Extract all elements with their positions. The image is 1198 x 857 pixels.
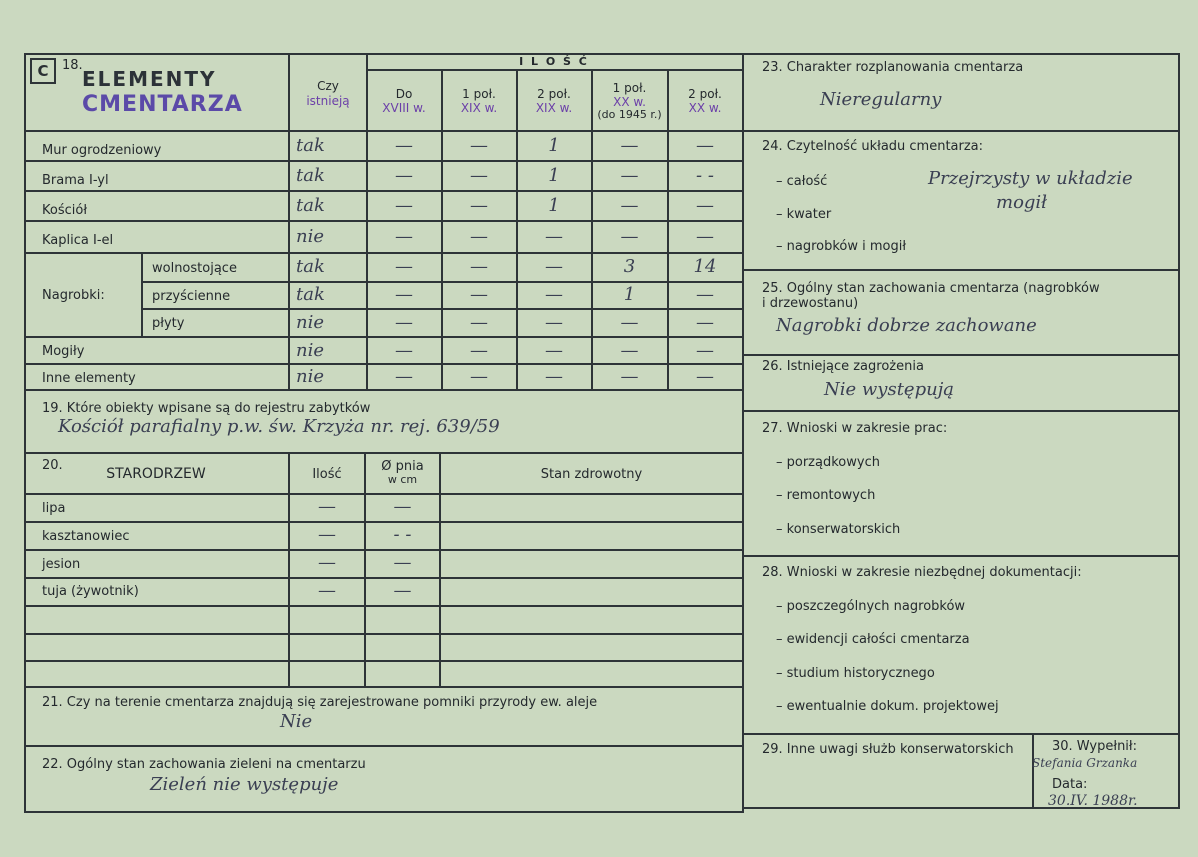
s28-item: – ewentualnie dokum. projektowej: [776, 699, 999, 714]
s24-item: – kwater: [776, 207, 832, 222]
tree-row-line: [24, 605, 742, 607]
row-czy: nie: [296, 312, 325, 333]
row-czy: nie: [296, 226, 325, 247]
s20-bottom: [24, 686, 742, 688]
tree-row-line: [24, 577, 742, 579]
frame-bottom-left: [24, 811, 744, 813]
s29-s30-divider: [1032, 733, 1034, 809]
s20-col-stan: Stan zdrowotny: [540, 467, 643, 482]
period-col-3-l2: XIX w.: [535, 101, 573, 115]
s20-col-ilosc: Ilość: [312, 467, 342, 482]
czy-header-l1: Czy: [317, 79, 339, 93]
tree-ilosc: —: [318, 496, 336, 517]
row-val: —: [620, 366, 639, 387]
s27-item: – remontowych: [776, 488, 876, 503]
tree-name: lipa: [42, 501, 66, 516]
s27-bottom: [742, 555, 1180, 557]
row-val: —: [395, 165, 413, 186]
s20-col-pnia-l2: w cm: [387, 473, 418, 486]
row-line: [24, 336, 742, 338]
tree-row-line: [24, 660, 742, 662]
row-czy: tak: [296, 135, 325, 156]
s19-bottom: [24, 452, 742, 454]
period-col-3-l1: 2 poł.: [537, 87, 571, 101]
s25-bottom: [742, 354, 1180, 356]
period-col-1-l2: XVIII w.: [382, 101, 426, 115]
nagrobki-label: Nagrobki:: [42, 288, 105, 303]
row-line: [24, 190, 742, 192]
row-val: —: [395, 366, 413, 387]
row-val: —: [470, 366, 488, 387]
tree-name: tuja (żywotnik): [42, 584, 139, 599]
row-line: [24, 252, 742, 254]
row-label: Mogiły: [42, 344, 85, 359]
frame-right: [1178, 53, 1180, 809]
s18-title-line1: ELEMENTY: [82, 67, 217, 91]
s28-bottom: [742, 733, 1180, 735]
row-line: [24, 363, 742, 365]
ilosc-header: I L O Ś Ć: [519, 55, 589, 68]
tree-pnia: —: [393, 580, 412, 601]
row-val: 1: [548, 135, 560, 156]
row-label: Mur ogrodzeniowy: [42, 143, 162, 158]
row-label: płyty: [152, 316, 185, 331]
tree-name: jesion: [42, 557, 81, 572]
row-label: wolnostojące: [152, 261, 237, 276]
s21-bottom: [24, 745, 742, 747]
row-val: —: [470, 135, 488, 156]
s24-bottom: [742, 269, 1180, 271]
period-col-2: [442, 87, 516, 115]
row-val: —: [470, 195, 488, 216]
form-grid: [24, 53, 1180, 813]
period-col-2-l2: XIX w.: [460, 101, 498, 115]
row-val: —: [620, 340, 639, 361]
row-val: 1: [548, 165, 560, 186]
row-val: —: [395, 226, 413, 247]
row-label: Kaplica I-el: [42, 233, 114, 248]
s28-label: 28. Wnioski w zakresie niezbędnej dokumentacji:: [762, 565, 1082, 580]
column-divider: [742, 53, 744, 813]
row-line: [141, 308, 742, 310]
row-line: [141, 281, 742, 283]
tree-row-line: [24, 549, 742, 551]
s20-col-line: [439, 452, 441, 686]
s24-item: – nagrobków i mogił: [776, 239, 907, 254]
s20-col-pnia-l1: Ø pnia: [381, 459, 424, 474]
row-val: —: [470, 340, 488, 361]
row-val: —: [395, 284, 413, 305]
period-col-1-l1: Do: [395, 87, 413, 101]
row-val: —: [395, 135, 413, 156]
period-col-4-l3: (do 1945 r.): [597, 108, 662, 121]
row-val: —: [395, 195, 413, 216]
row-val: —: [620, 165, 639, 186]
nagrobki-divider: [141, 252, 143, 336]
row-line: [24, 160, 742, 162]
row-val: —: [620, 195, 639, 216]
row-val: —: [696, 195, 714, 216]
row-val: —: [545, 340, 563, 361]
row-czy: tak: [296, 165, 325, 186]
s18-title-line2: CMENTARZA: [82, 92, 243, 117]
s25-label-2: i drzewostanu): [762, 296, 859, 311]
czy-header-l2: istnieją: [306, 94, 350, 108]
row-label: Brama I-yl: [42, 173, 109, 188]
s23-value: Nieregularny: [820, 89, 942, 110]
row-czy: nie: [296, 340, 325, 361]
row-val: —: [395, 312, 413, 333]
row-czy: tak: [296, 195, 325, 216]
s21-label: 21. Czy na terenie cmentarza znajdują się zarejestrowane pomniki przyrody ew. aleje: [42, 695, 598, 710]
s30-date-label: Data:: [1052, 777, 1088, 792]
row-line: [24, 220, 742, 222]
s25-value: Nagrobki dobrze zachowane: [776, 315, 1037, 336]
s18-number: 18.: [62, 58, 83, 73]
row-val: —: [696, 340, 714, 361]
s27-item: – konserwatorskich: [776, 522, 901, 537]
s22-value: Zieleń nie występuje: [150, 774, 339, 795]
row-val: —: [395, 256, 413, 277]
tree-pnia: - -: [393, 524, 412, 545]
s26-bottom: [742, 410, 1180, 412]
period-col-4-l2: XX w.: [613, 95, 646, 109]
s25-label-1: 25. Ogólny stan zachowania cmentarza (nagrobków: [762, 281, 1100, 296]
row-czy: nie: [296, 366, 325, 387]
s29-label: 29. Inne uwagi służb konserwatorskich: [762, 742, 1014, 757]
row-val: —: [470, 312, 488, 333]
s30-name: Stefania Grzanka: [1032, 756, 1138, 770]
s24-value-1: Przejrzysty w układzie: [928, 168, 1133, 189]
s20-title: STARODRZEW: [106, 466, 206, 482]
s28-item: – poszczególnych nagrobków: [776, 599, 966, 614]
tree-pnia: —: [393, 552, 412, 573]
s19-value: Kościół parafialny p.w. św. Krzyża nr. rej. 639/59: [58, 416, 500, 437]
period-col-5-l2: XX w.: [688, 101, 722, 115]
row-val: 14: [693, 256, 717, 277]
s20-header-bottom: [24, 493, 742, 495]
tree-ilosc: —: [318, 580, 336, 601]
tree-row-line: [24, 521, 742, 523]
s27-item: – porządkowych: [776, 455, 880, 470]
row-val: 1: [548, 195, 560, 216]
row-label: przyścienne: [152, 289, 231, 304]
row-val: 1: [623, 284, 636, 305]
s23-bottom: [742, 130, 1180, 132]
s20-col-pnia: [366, 459, 439, 486]
s28-item: – ewidencji całości cmentarza: [776, 632, 970, 647]
s22-label: 22. Ogólny stan zachowania zieleni na cmentarzu: [42, 757, 366, 772]
row-val: —: [470, 284, 488, 305]
section-letter-box: C: [30, 58, 56, 84]
tree-pnia: —: [393, 496, 412, 517]
row-val: —: [696, 312, 714, 333]
ilosc-underline: [366, 69, 742, 71]
row-val: —: [696, 366, 714, 387]
period-col-4-l1: 1 poł.: [612, 81, 647, 95]
row-val: —: [470, 226, 488, 247]
row-line: [24, 130, 742, 132]
row-label: Inne elementy: [42, 371, 136, 386]
s26-value: Nie występują: [824, 379, 955, 400]
s28-item: – studium historycznego: [776, 666, 935, 681]
s30-label: 30. Wypełnił:: [1052, 739, 1137, 754]
row-val: —: [696, 284, 714, 305]
s24-label: 24. Czytelność układu cmentarza:: [762, 139, 984, 154]
row-val: - -: [696, 165, 714, 186]
row-val: —: [395, 340, 413, 361]
tree-ilosc: —: [318, 524, 336, 545]
frame-left: [24, 53, 26, 813]
row-val: —: [620, 312, 639, 333]
s24-item: – całość: [776, 174, 828, 189]
czy-header: [290, 79, 366, 109]
row-val: —: [696, 226, 714, 247]
row-val: —: [545, 366, 563, 387]
tree-row-line: [24, 633, 742, 635]
row-val: —: [545, 226, 563, 247]
row-val: —: [696, 135, 714, 156]
period-col-1: [367, 87, 441, 115]
row-val: —: [545, 312, 563, 333]
row-val: —: [620, 226, 639, 247]
row-czy: tak: [296, 256, 325, 277]
row-label: Kościół: [42, 203, 88, 218]
period-col-3: [517, 87, 591, 115]
period-col-5: [668, 87, 742, 115]
s26-label: 26. Istniejące zagrożenia: [762, 359, 924, 374]
s20-number: 20.: [42, 458, 63, 473]
s23-label: 23. Charakter rozplanowania cmentarza: [762, 60, 1024, 75]
s24-value-2: mogił: [996, 192, 1048, 213]
tree-name: kasztanowiec: [42, 529, 130, 544]
period-col-2-l1: 1 poł.: [462, 87, 496, 101]
period-col-5-l1: 2 poł.: [688, 87, 722, 101]
s21-value: Nie: [280, 711, 313, 732]
period-col-4: [592, 81, 667, 121]
row-val: —: [620, 135, 639, 156]
s30-date: 30.IV. 1988r.: [1048, 793, 1138, 809]
row-val: —: [470, 165, 488, 186]
row-val: —: [545, 284, 563, 305]
row-val: —: [545, 256, 563, 277]
s27-label: 27. Wnioski w zakresie prac:: [762, 421, 948, 436]
row-val: —: [470, 256, 488, 277]
s18-bottom: [24, 389, 742, 391]
s19-label: 19. Które obiekty wpisane są do rejestru zabytków: [42, 401, 371, 416]
row-czy: tak: [296, 284, 325, 305]
row-val: 3: [623, 256, 636, 277]
tree-ilosc: —: [318, 552, 336, 573]
